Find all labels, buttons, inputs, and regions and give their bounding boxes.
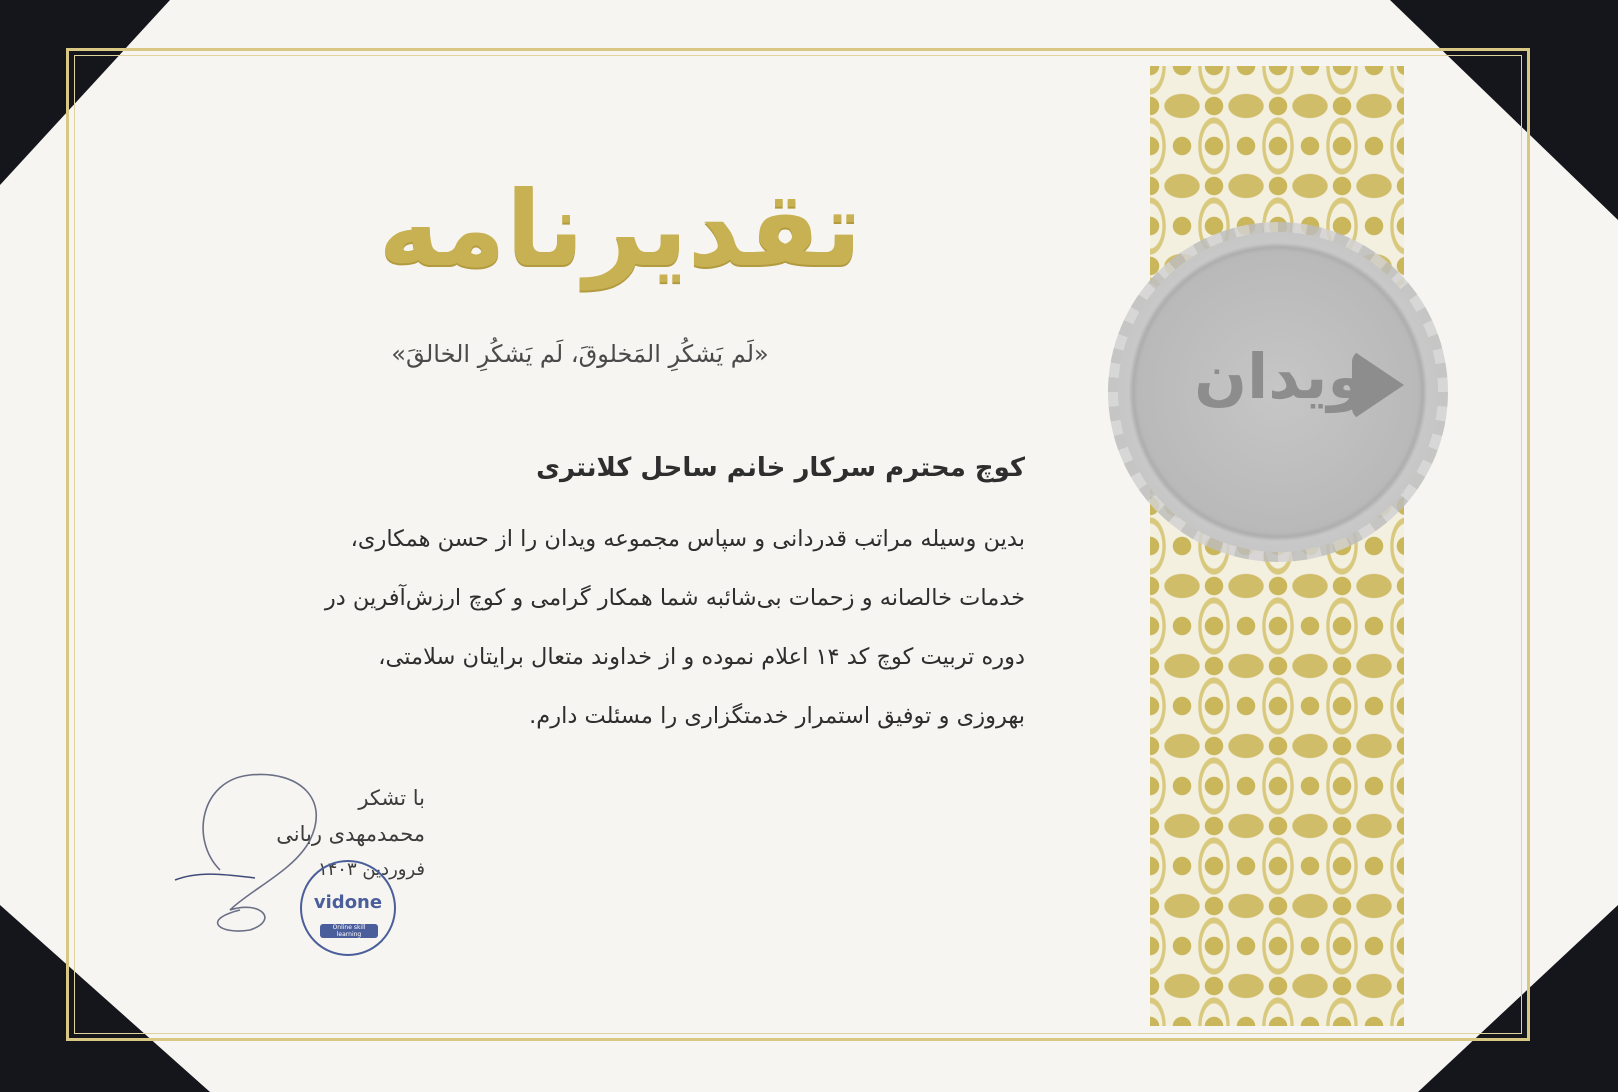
recipient-line: کوچ محترم سرکار خانم ساحل کلانتری [536,453,1025,483]
thanks-label: با تشکر [358,786,425,810]
hadith-quote: «لَم یَشکُرِ المَخلوقَ، لَم یَشکُرِ الخالقَ» [391,340,769,368]
stamp-tagline: Online skill learning [320,924,378,938]
stamp-brand: vidone [313,892,383,913]
seal-logo-text: ویدان [1194,340,1366,413]
body-line-4: بهروزی و توفیق استمرار خدمتگزاری را مسئلت دارم. [529,703,1025,729]
body-line-2: خدمات خالصانه و زحمات بی‌شائبه شما همکار گرامی و کوچ ارزش‌آفرین در [324,585,1025,611]
signer-name: محمدمهدی ربانی [276,822,425,846]
certificate-title: تقدیرنامه [378,168,862,290]
signature-date: فروردین ۱۴۰۳ [317,859,425,880]
company-stamp [300,860,396,956]
certificate-text [324,450,1025,746]
body-line-1: بدین وسیله مراتب قدردانی و سپاس مجموعه ویدان را از حسن همکاری، [350,526,1025,552]
body-line-3: دوره تربیت کوچ کد ۱۴ اعلام نموده و از خداوند متعال برایتان سلامتی، [378,644,1025,670]
